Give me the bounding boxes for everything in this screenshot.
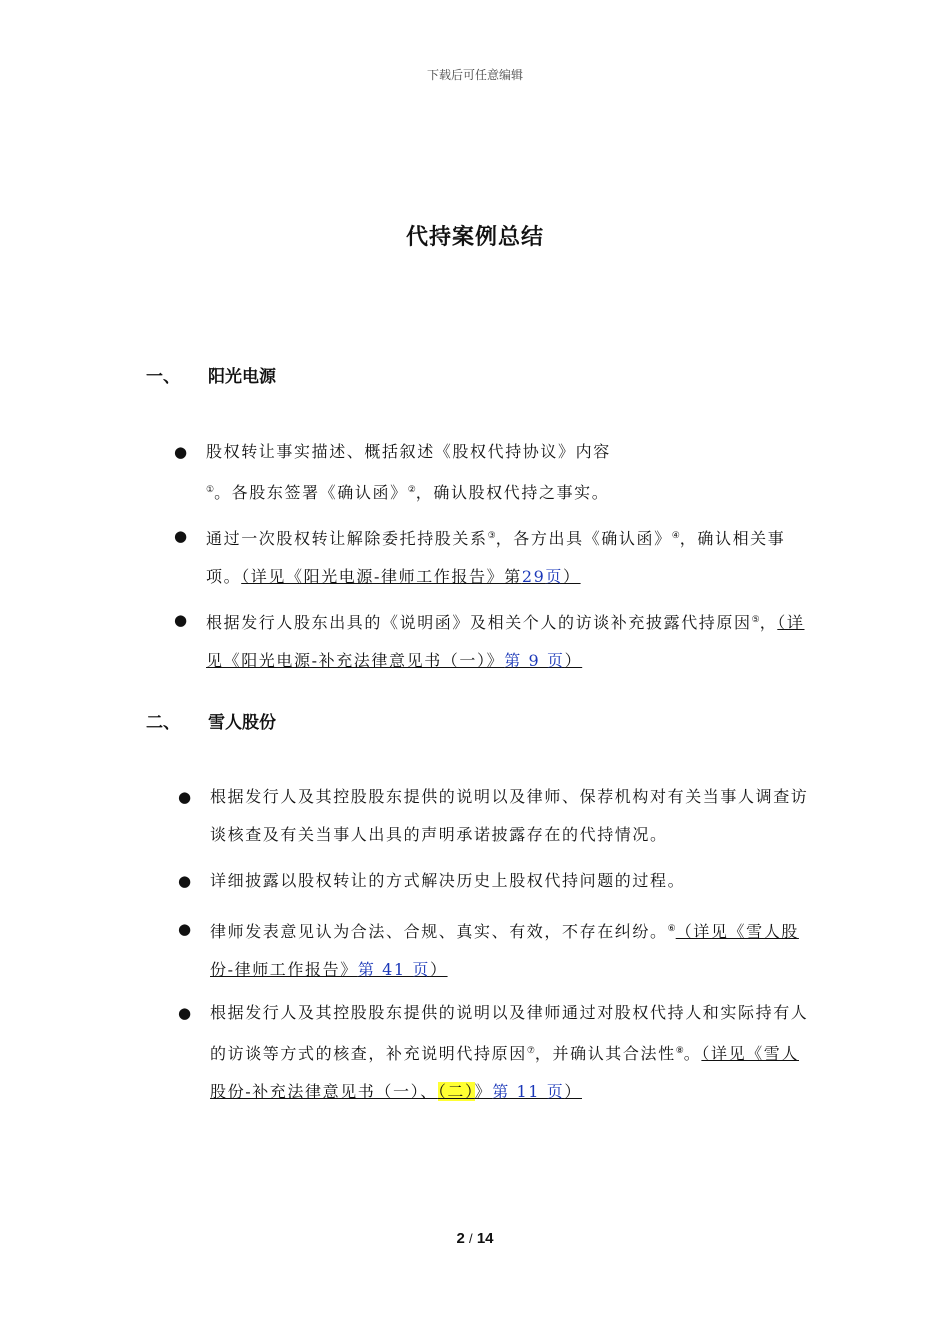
reference-link[interactable]: （详见《阳光电源-补充法律意见书（一）》第 9 页） — [206, 613, 805, 670]
list-item: 律师发表意见认为合法、合规、真实、有效，不存在纠纷。⑥（详见《雪人股份-律师工作报告》第 41 页） — [210, 922, 799, 979]
section-number: 二、 — [146, 713, 180, 733]
reference-link[interactable]: （详见《雪人股份-律师工作报告》第 41 页） — [210, 922, 799, 979]
highlighted-text: （二） — [437, 1082, 475, 1101]
bullet-icon: ● — [178, 920, 192, 938]
section-name: 阳光电源 — [208, 367, 276, 387]
section-name: 雪人股份 — [208, 713, 276, 733]
document-title: 代持案例总结 — [405, 224, 544, 250]
bullet-icon: ● — [174, 443, 188, 461]
reference-link[interactable]: （详见《雪人股份-补充法律意见书（一）、（二）》第 11 页） — [210, 1044, 799, 1101]
bullet-icon: ● — [178, 872, 192, 890]
reference-link[interactable]: （详见《阳光电源-律师工作报告》第29页） — [241, 567, 581, 586]
bullet-icon: ● — [174, 527, 188, 545]
list-item: 通过一次股权转让解除委托持股关系③，各方出具《确认函》④，确认相关事项。（详见《阳光电源-律师工作报告》第29页） — [206, 529, 786, 586]
page-header: 下载后可任意编辑 — [426, 68, 523, 82]
bullet-icon: ● — [178, 1004, 192, 1022]
list-item: 根据发行人及其控股股东提供的说明以及律师通过对股权代持人和实际持有人的访谈等方式的核查，补充说明代持原因⑦，并确认其合法性⑧。（详见《雪人股份-补充法律意见书（一）、（二）》第 11 页） — [210, 1003, 809, 1101]
list-item: 股权转让事实描述、概括叙述《股权代持协议》内容①。各股东签署《确认函》②，确认股权代持之事实。 — [206, 442, 611, 502]
section-heading-2 — [146, 708, 276, 733]
list-item: 详细披露以股权转让的方式解决历史上股权代持问题的过程。 — [210, 871, 686, 890]
list-item: 根据发行人及其控股股东提供的说明以及律师、保荐机构对有关当事人调查访谈核查及有关当事人出具的声明承诺披露存在的代持情况。 — [210, 787, 809, 844]
bullet-icon: ● — [174, 611, 188, 629]
section-heading-1 — [146, 362, 276, 387]
bullet-icon: ● — [178, 788, 192, 806]
section-number: 一、 — [146, 367, 180, 387]
list-item: 根据发行人股东出具的《说明函》及相关个人的访谈补充披露代持原因⑤，（详见《阳光电源-补充法律意见书（一）》第 9 页） — [206, 613, 805, 670]
page-number: 2 / 14 — [456, 1230, 494, 1247]
